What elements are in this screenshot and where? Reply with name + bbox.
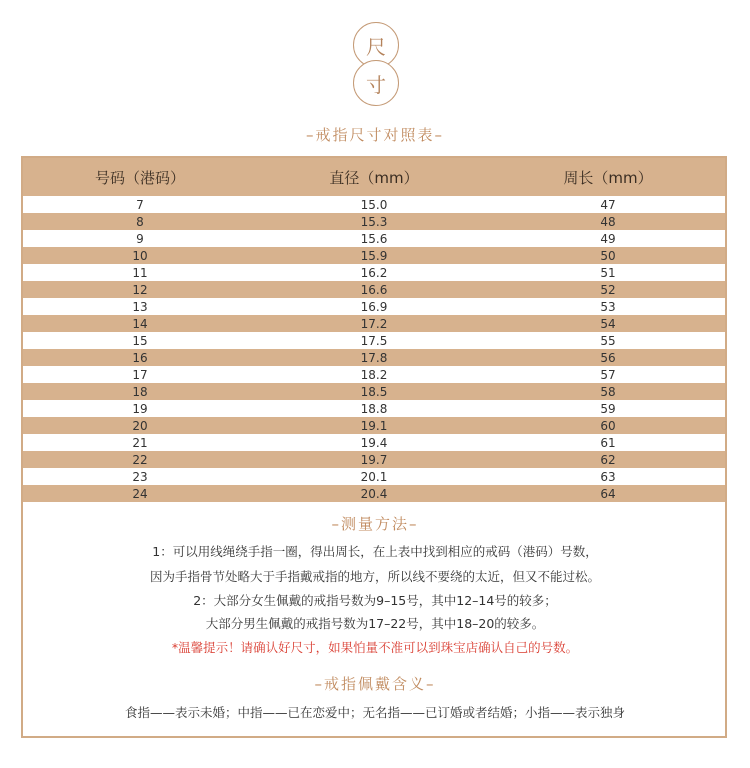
table-row xyxy=(23,400,725,417)
cell-size: 11 xyxy=(132,265,148,280)
cell-diameter: 18.8 xyxy=(360,401,388,416)
table-row xyxy=(23,366,725,383)
table-row xyxy=(23,315,725,332)
cell-diameter: 18.2 xyxy=(360,367,388,382)
cell-circumference: 55 xyxy=(600,333,616,348)
cell-circumference: 60 xyxy=(600,418,616,433)
table-row xyxy=(23,417,725,434)
cell-circumference: 64 xyxy=(600,486,616,501)
table-row xyxy=(23,485,725,502)
cell-size: 13 xyxy=(132,299,148,314)
cell-size: 24 xyxy=(132,486,148,501)
cell-diameter: 15.6 xyxy=(360,231,388,246)
cell-diameter: 19.4 xyxy=(360,435,388,450)
table-row xyxy=(23,230,725,247)
cell-circumference: 58 xyxy=(600,384,616,399)
cell-circumference: 62 xyxy=(600,452,616,467)
table-row xyxy=(23,196,725,213)
cell-size: 19 xyxy=(132,401,148,416)
cell-circumference: 49 xyxy=(600,231,616,246)
method-line-3: 2：大部分女生佩戴的戒指号数为9–15号，其中12–14号的较多； xyxy=(193,593,557,608)
header-circumference: 周长（mm） xyxy=(563,168,653,187)
cell-size: 22 xyxy=(132,452,148,467)
cell-size: 20 xyxy=(132,418,148,433)
cell-diameter: 20.4 xyxy=(360,486,388,501)
cell-size: 9 xyxy=(136,231,144,246)
meaning-line: 食指——表示未婚；中指——已在恋爱中；无名指——已订婚或者结婚；小指——表示独身 xyxy=(124,705,625,720)
logo-char-2: 寸 xyxy=(353,60,399,106)
cell-circumference: 56 xyxy=(600,350,616,365)
table-row xyxy=(23,349,725,366)
table-header xyxy=(23,158,725,196)
cell-diameter: 18.5 xyxy=(360,384,388,399)
cell-diameter: 20.1 xyxy=(360,469,388,484)
method-line-1: 1：可以用线绳绕手指一圈，得出周长，在上表中找到相应的戒码（港码）号数， xyxy=(152,544,598,559)
cell-size: 21 xyxy=(132,435,148,450)
table-row xyxy=(23,468,725,485)
cell-size: 18 xyxy=(132,384,148,399)
cell-circumference: 57 xyxy=(600,367,616,382)
table-body xyxy=(23,196,725,502)
cell-circumference: 52 xyxy=(600,282,616,297)
cell-circumference: 53 xyxy=(600,299,616,314)
cell-size: 16 xyxy=(132,350,148,365)
cell-size: 12 xyxy=(132,282,148,297)
cell-circumference: 48 xyxy=(600,214,616,229)
cell-diameter: 16.9 xyxy=(360,299,388,314)
cell-circumference: 59 xyxy=(600,401,616,416)
table-row xyxy=(23,264,725,281)
cell-diameter: 19.7 xyxy=(360,452,388,467)
table-row xyxy=(23,434,725,451)
cell-size: 23 xyxy=(132,469,148,484)
table-row xyxy=(23,247,725,264)
header-diameter: 直径（mm） xyxy=(329,168,419,187)
cell-size: 10 xyxy=(132,248,148,263)
meaning-title: –戒指佩戴含义– xyxy=(314,675,436,693)
method-line-2: 因为手指骨节处略大于手指戴戒指的地方，所以线不要绕的太近，但又不能过松。 xyxy=(149,569,600,584)
cell-diameter: 19.1 xyxy=(360,418,388,433)
header-size: 号码（港码） xyxy=(94,168,185,187)
table-row xyxy=(23,332,725,349)
cell-circumference: 47 xyxy=(600,197,616,212)
warning-tip: *温馨提示！请确认好尺寸，如果怕量不准可以到珠宝店确认自己的号数。 xyxy=(171,640,579,655)
table-row xyxy=(23,281,725,298)
size-logo xyxy=(353,22,399,106)
table-row xyxy=(23,298,725,315)
method-line-4: 大部分男生佩戴的戒指号数为17–22号，其中18–20的较多。 xyxy=(205,616,545,631)
table-title: –戒指尺寸对照表– xyxy=(305,126,444,144)
table-row xyxy=(23,383,725,400)
cell-circumference: 50 xyxy=(600,248,616,263)
cell-size: 7 xyxy=(136,197,144,212)
cell-diameter: 17.5 xyxy=(360,333,388,348)
table-row xyxy=(23,451,725,468)
cell-circumference: 51 xyxy=(600,265,616,280)
table-row xyxy=(23,213,725,230)
cell-size: 14 xyxy=(132,316,148,331)
cell-diameter: 16.6 xyxy=(360,282,388,297)
cell-size: 8 xyxy=(136,214,144,229)
cell-size: 17 xyxy=(132,367,148,382)
cell-circumference: 61 xyxy=(600,435,616,450)
cell-diameter: 15.9 xyxy=(360,248,388,263)
cell-diameter: 17.2 xyxy=(360,316,388,331)
cell-diameter: 15.0 xyxy=(360,197,388,212)
cell-circumference: 54 xyxy=(600,316,616,331)
cell-diameter: 17.8 xyxy=(360,350,388,365)
cell-diameter: 16.2 xyxy=(360,265,388,280)
cell-diameter: 15.3 xyxy=(360,214,388,229)
cell-circumference: 63 xyxy=(600,469,616,484)
method-title: –测量方法– xyxy=(331,515,419,533)
cell-size: 15 xyxy=(132,333,148,348)
logo-char-1: 尺 xyxy=(353,22,399,68)
